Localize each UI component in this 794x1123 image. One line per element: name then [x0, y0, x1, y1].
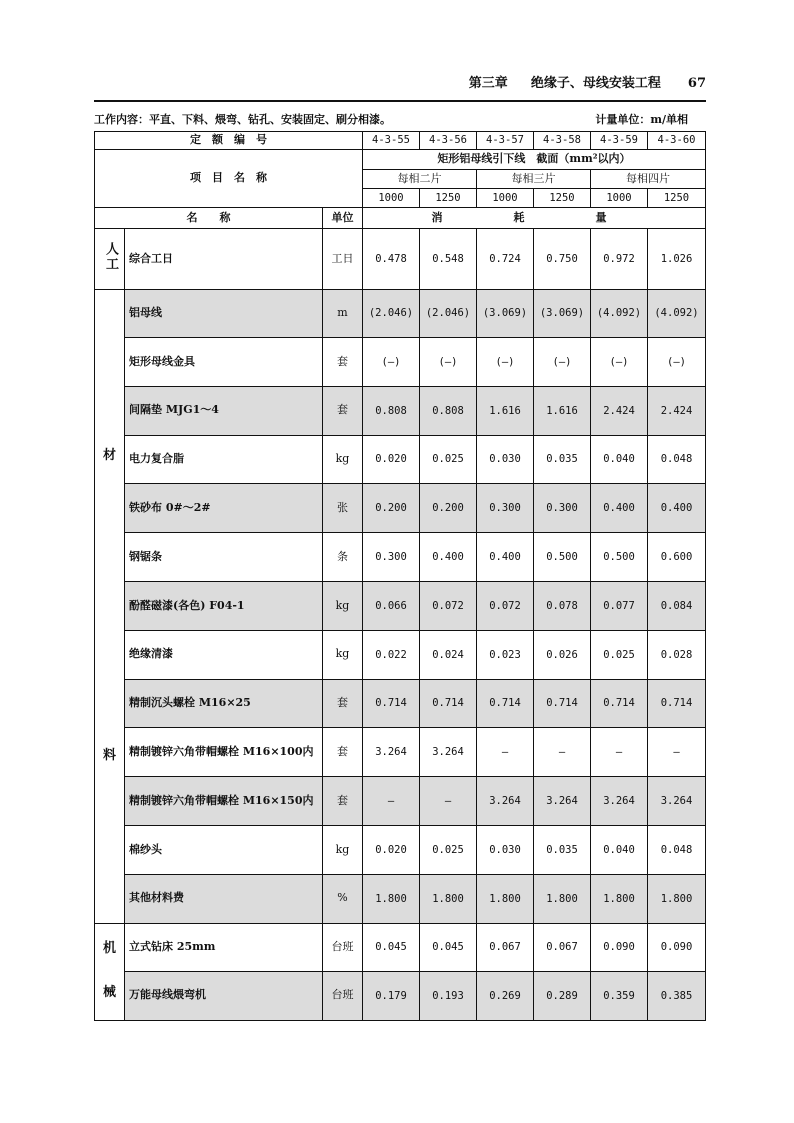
table-row: [95, 825, 706, 874]
item-unit: 台班: [323, 972, 363, 1021]
value-cell: 0.972: [591, 229, 648, 290]
value-cell: 0.024: [420, 630, 477, 679]
value-cell: 1.800: [534, 874, 591, 923]
value-cell: 0.066: [363, 581, 420, 630]
header-rule: [94, 100, 706, 102]
chapter-title: 绝缘子、母线安装工程: [530, 76, 661, 91]
code-cell: 4-3-56: [420, 132, 477, 150]
item-name: 矩形母线金具: [125, 338, 323, 387]
value-cell: 0.714: [648, 679, 706, 728]
item-name: 棉纱头: [125, 825, 323, 874]
value-cell: (—): [477, 338, 534, 387]
table-row: [95, 874, 706, 923]
value-cell: 1.026: [648, 229, 706, 290]
item-unit: 条: [323, 533, 363, 582]
value-cell: 0.500: [591, 533, 648, 582]
section-cell: 1000: [477, 189, 534, 208]
value-cell: 1.616: [477, 386, 534, 435]
item-unit: 工日: [323, 229, 363, 290]
value-cell: 3.264: [648, 777, 706, 826]
table-row: [95, 777, 706, 826]
value-cell: 0.020: [363, 435, 420, 484]
section-cell: 1250: [648, 189, 706, 208]
value-cell: (—): [420, 338, 477, 387]
value-cell: 0.400: [591, 484, 648, 533]
unit-note: 计量单位：m/单相: [595, 113, 688, 126]
value-cell: 3.264: [591, 777, 648, 826]
value-cell: 0.028: [648, 630, 706, 679]
item-unit: 套: [323, 338, 363, 387]
value-cell: 0.714: [591, 679, 648, 728]
category-labor-label: 人工: [102, 241, 118, 272]
value-cell: 0.500: [534, 533, 591, 582]
value-cell: (—): [648, 338, 706, 387]
item-name: 电力复合脂: [125, 435, 323, 484]
item-unit: 套: [323, 728, 363, 777]
value-cell: 0.022: [363, 630, 420, 679]
item-name: 万能母线煨弯机: [125, 972, 323, 1021]
category-material: [95, 290, 125, 924]
value-cell: 1.616: [534, 386, 591, 435]
table-row: [95, 533, 706, 582]
item-name: 其他材料费: [125, 874, 323, 923]
value-cell: 1.800: [420, 874, 477, 923]
category-material-top: 材: [102, 447, 116, 463]
value-cell: 0.300: [477, 484, 534, 533]
item-unit: kg: [323, 581, 363, 630]
value-cell: (3.069): [477, 290, 534, 338]
value-cell: 0.179: [363, 972, 420, 1021]
name-col-header: 名 称: [95, 208, 323, 229]
value-cell: 0.090: [591, 923, 648, 972]
value-cell: (3.069): [534, 290, 591, 338]
value-cell: 0.048: [648, 825, 706, 874]
item-unit: 张: [323, 484, 363, 533]
value-cell: 3.264: [363, 728, 420, 777]
table-row: [95, 229, 706, 290]
item-unit: kg: [323, 435, 363, 484]
value-cell: (2.046): [420, 290, 477, 338]
value-cell: 1.800: [648, 874, 706, 923]
value-cell: 0.045: [363, 923, 420, 972]
value-cell: 0.025: [591, 630, 648, 679]
value-cell: 3.264: [477, 777, 534, 826]
table-row: [95, 484, 706, 533]
item-unit: 套: [323, 679, 363, 728]
value-cell: (—): [534, 338, 591, 387]
item-unit: 套: [323, 777, 363, 826]
table-row: [95, 435, 706, 484]
consume-col-header: 消 耗 量: [363, 208, 706, 229]
value-cell: 0.084: [648, 581, 706, 630]
group-title: 矩形铝母线引下线 截面（mm²以内）: [363, 150, 706, 170]
value-cell: 0.714: [477, 679, 534, 728]
subgroup-cell: 每相四片: [591, 170, 706, 189]
value-cell: 0.548: [420, 229, 477, 290]
item-name: 立式钻床 25mm: [125, 923, 323, 972]
code-label: 定 额 编 号: [95, 132, 363, 150]
table-row: [95, 728, 706, 777]
value-cell: 0.289: [534, 972, 591, 1021]
value-cell: 0.714: [420, 679, 477, 728]
value-cell: 0.200: [420, 484, 477, 533]
item-unit: %: [323, 874, 363, 923]
value-cell: 0.724: [477, 229, 534, 290]
value-cell: 0.078: [534, 581, 591, 630]
value-cell: 0.045: [420, 923, 477, 972]
value-cell: 0.750: [534, 229, 591, 290]
code-cell: 4-3-59: [591, 132, 648, 150]
table-row: [95, 338, 706, 387]
value-cell: 0.067: [477, 923, 534, 972]
category-machine-bottom: 械: [102, 985, 116, 1001]
table-row: [95, 972, 706, 1021]
value-cell: —: [420, 777, 477, 826]
value-cell: 2.424: [591, 386, 648, 435]
item-name: 钢锯条: [125, 533, 323, 582]
section-cell: 1000: [591, 189, 648, 208]
table-row: [95, 386, 706, 435]
page-number: 67: [687, 76, 706, 91]
value-cell: 0.714: [363, 679, 420, 728]
value-cell: —: [477, 728, 534, 777]
value-cell: 0.359: [591, 972, 648, 1021]
subgroup-cell: 每相三片: [477, 170, 591, 189]
table-row: [95, 923, 706, 972]
item-label: 项 目 名 称: [95, 150, 363, 208]
item-unit: m: [323, 290, 363, 338]
value-cell: (4.092): [591, 290, 648, 338]
table-row: [95, 630, 706, 679]
item-name: 精制镀锌六角带帽螺栓 M16×150内: [125, 777, 323, 826]
value-cell: 0.400: [648, 484, 706, 533]
table-row: [95, 679, 706, 728]
value-cell: (—): [363, 338, 420, 387]
value-cell: 1.800: [591, 874, 648, 923]
item-unit: 套: [323, 386, 363, 435]
item-unit: kg: [323, 630, 363, 679]
item-name: 精制镀锌六角带帽螺栓 M16×100内: [125, 728, 323, 777]
item-name: 绝缘清漆: [125, 630, 323, 679]
category-machine: [95, 923, 125, 1020]
value-cell: 0.600: [648, 533, 706, 582]
value-cell: 0.385: [648, 972, 706, 1021]
value-cell: (4.092): [648, 290, 706, 338]
work-content: 工作内容：平直、下料、煨弯、钻孔、安装固定、刷分相漆。: [94, 113, 391, 126]
value-cell: 0.020: [363, 825, 420, 874]
category-material-bottom: 料: [102, 747, 116, 763]
section-cell: 1000: [363, 189, 420, 208]
chapter-number: 第三章: [468, 76, 508, 91]
value-cell: 3.264: [534, 777, 591, 826]
value-cell: 0.072: [420, 581, 477, 630]
page-header: [94, 72, 706, 91]
value-cell: (—): [591, 338, 648, 387]
value-cell: 0.300: [363, 533, 420, 582]
value-cell: 0.067: [534, 923, 591, 972]
value-cell: 1.800: [363, 874, 420, 923]
value-cell: —: [534, 728, 591, 777]
table-row: [95, 290, 706, 338]
value-cell: 0.400: [420, 533, 477, 582]
value-cell: 0.090: [648, 923, 706, 972]
value-cell: 0.035: [534, 825, 591, 874]
value-cell: 0.300: [534, 484, 591, 533]
subgroup-cell: 每相二片: [363, 170, 477, 189]
item-name: 综合工日: [125, 229, 323, 290]
section-cell: 1250: [534, 189, 591, 208]
table-row: [95, 581, 706, 630]
code-cell: 4-3-58: [534, 132, 591, 150]
value-cell: 0.030: [477, 435, 534, 484]
value-cell: 0.478: [363, 229, 420, 290]
code-cell: 4-3-55: [363, 132, 420, 150]
value-cell: 0.025: [420, 825, 477, 874]
item-name: 铝母线: [125, 290, 323, 338]
value-cell: 0.714: [534, 679, 591, 728]
item-name: 铁砂布 0#～2#: [125, 484, 323, 533]
category-labor: [95, 229, 125, 290]
category-machine-top: 机: [102, 941, 116, 957]
value-cell: 3.264: [420, 728, 477, 777]
value-cell: 0.269: [477, 972, 534, 1021]
value-cell: 0.048: [648, 435, 706, 484]
item-name: 精制沉头螺栓 M16×25: [125, 679, 323, 728]
value-cell: 0.400: [477, 533, 534, 582]
value-cell: 0.072: [477, 581, 534, 630]
value-cell: —: [648, 728, 706, 777]
quota-table: [94, 131, 706, 1021]
unit-col-header: 单位: [323, 208, 363, 229]
item-unit: kg: [323, 825, 363, 874]
item-name: 间隔垫 MJG1～4: [125, 386, 323, 435]
value-cell: 1.800: [477, 874, 534, 923]
value-cell: 0.025: [420, 435, 477, 484]
value-cell: 0.040: [591, 825, 648, 874]
value-cell: 0.035: [534, 435, 591, 484]
value-cell: 0.077: [591, 581, 648, 630]
value-cell: 0.030: [477, 825, 534, 874]
code-cell: 4-3-60: [648, 132, 706, 150]
info-line: [94, 111, 706, 127]
value-cell: —: [363, 777, 420, 826]
value-cell: 0.026: [534, 630, 591, 679]
value-cell: (2.046): [363, 290, 420, 338]
item-unit: 台班: [323, 923, 363, 972]
value-cell: 0.023: [477, 630, 534, 679]
item-name: 酚醛磁漆(各色) F04-1: [125, 581, 323, 630]
value-cell: —: [591, 728, 648, 777]
value-cell: 0.193: [420, 972, 477, 1021]
value-cell: 0.040: [591, 435, 648, 484]
value-cell: 0.808: [363, 386, 420, 435]
value-cell: 2.424: [648, 386, 706, 435]
value-cell: 0.200: [363, 484, 420, 533]
code-cell: 4-3-57: [477, 132, 534, 150]
value-cell: 0.808: [420, 386, 477, 435]
section-cell: 1250: [420, 189, 477, 208]
